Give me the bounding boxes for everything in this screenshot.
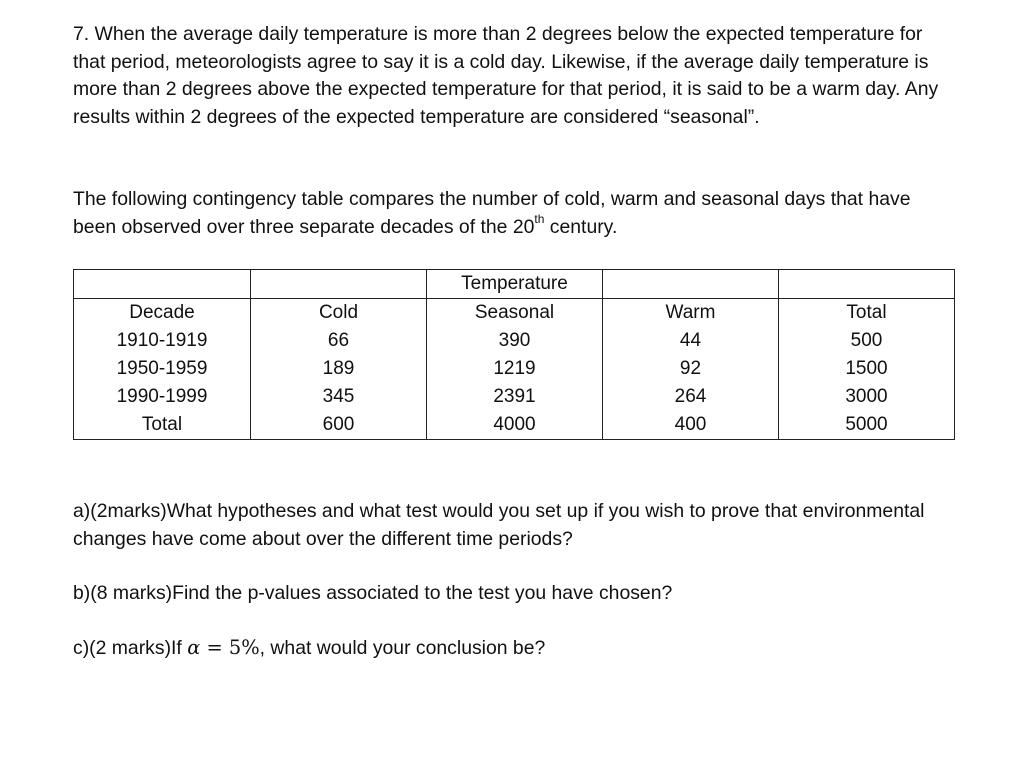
table-cell: Total <box>74 411 251 440</box>
question-c-suffix: , what would your conclusion be? <box>259 637 546 659</box>
empty-header-cell <box>779 270 955 299</box>
column-header-decade: Decade <box>74 299 251 328</box>
table-row <box>74 383 955 411</box>
table-row <box>74 355 955 383</box>
column-header-seasonal: Seasonal <box>427 299 603 328</box>
table-cell: 1950-1959 <box>74 355 251 383</box>
column-header-cold: Cold <box>251 299 427 328</box>
table-cell: 390 <box>427 327 603 355</box>
empty-header-cell <box>251 270 427 299</box>
table-cell: 44 <box>603 327 779 355</box>
table-cell: 1219 <box>427 355 603 383</box>
problem-intro-paragraph: 7. When the average daily temperature is more than 2 degrees below the expected temperature for that period, meteorologists agree to say it is a cold day. Likewise, if the average daily temperature is more than 2 degrees above the expected temperature for that period, it is said to be a warm day. Any results within 2 degrees of the expected temperature are considered “seasonal”. <box>73 23 939 128</box>
table-cell: 600 <box>251 411 427 440</box>
question-b: b)(8 marks)Find the p-values associated to the test you have chosen? <box>73 582 673 604</box>
table-intro-text: The following contingency table compares the number of cold, warm and seasonal days that have been observed over three separate decades of the 20 <box>73 188 911 238</box>
empty-header-cell <box>603 270 779 299</box>
empty-header-cell <box>74 270 251 299</box>
column-header-warm: Warm <box>603 299 779 328</box>
table-cell: 5000 <box>779 411 955 440</box>
table-cell: 400 <box>603 411 779 440</box>
alpha-symbol: α <box>187 636 201 659</box>
table-intro-paragraph <box>73 186 953 241</box>
contingency-table <box>73 269 955 440</box>
table-cell: 1910-1919 <box>74 327 251 355</box>
table-cell: 92 <box>603 355 779 383</box>
ordinal-superscript: th <box>534 212 545 227</box>
question-c <box>73 634 953 662</box>
question-c-prefix: c)(2 marks)If <box>73 637 188 659</box>
table-row <box>74 327 955 355</box>
table-group-header-row <box>74 270 955 299</box>
table-cell: 3000 <box>779 383 955 411</box>
table-cell: 2391 <box>427 383 603 411</box>
table-cell: 345 <box>251 383 427 411</box>
table-cell: 500 <box>779 327 955 355</box>
table-cell: 189 <box>251 355 427 383</box>
table-intro-text-end: century. <box>544 215 618 238</box>
table-cell: 1500 <box>779 355 955 383</box>
table-cell: 4000 <box>427 411 603 440</box>
temperature-group-header: Temperature <box>427 270 603 299</box>
table-cell: 66 <box>251 327 427 355</box>
table-total-row <box>74 411 955 440</box>
significance-level: = 5% <box>200 636 260 659</box>
table-cell: 1990-1999 <box>74 383 251 411</box>
table-column-header-row <box>74 299 955 328</box>
table-cell: 264 <box>603 383 779 411</box>
column-header-total: Total <box>779 299 955 328</box>
question-a: a)(2marks)What hypotheses and what test would you set up if you wish to prove that environmental changes have come about over the different time periods? <box>73 500 925 550</box>
